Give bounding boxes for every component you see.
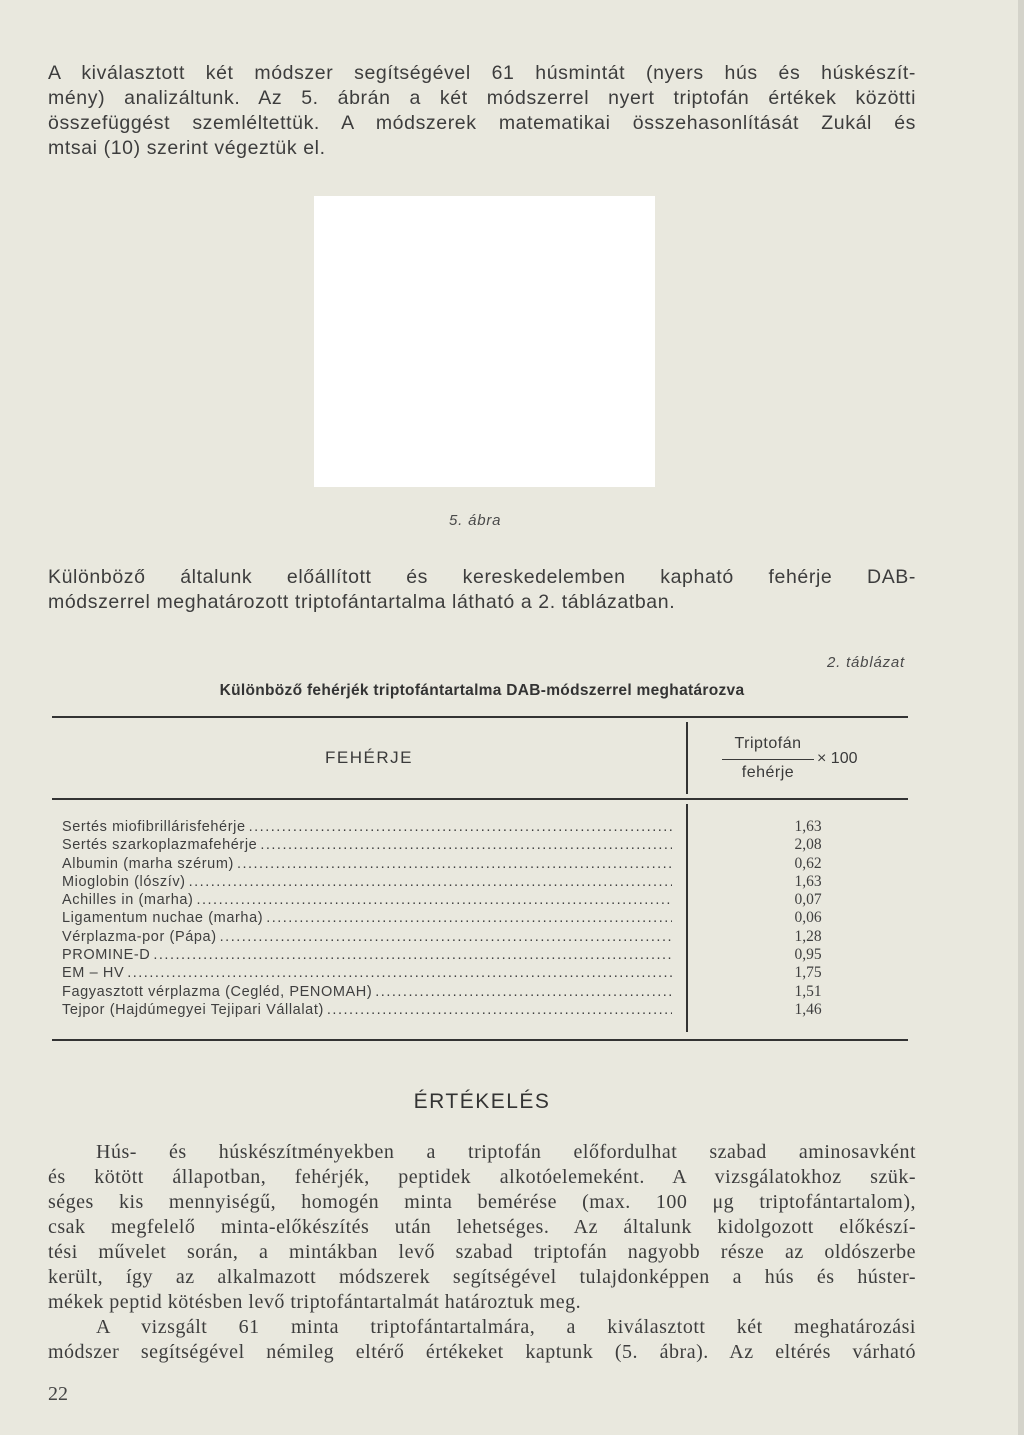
section-heading: ÉRTÉKELÉS xyxy=(413,1090,551,1113)
table-row xyxy=(62,855,672,873)
ratio-value: 0,07 xyxy=(794,891,822,909)
table-rows xyxy=(62,818,672,1019)
fraction-bar xyxy=(722,759,814,760)
table-intro-paragraph xyxy=(48,565,916,615)
page-number: 22 xyxy=(48,1383,68,1405)
column-header-ratio xyxy=(718,735,818,782)
ratio-multiplier: × 100 xyxy=(817,750,858,767)
protein-name: Fagyasztott vérplazma (Cegléd, PENOMAH) xyxy=(62,983,373,1000)
table-row xyxy=(62,983,672,1001)
ratio-value: 0,95 xyxy=(794,946,822,964)
ratio-value: 0,62 xyxy=(794,854,822,872)
ratio-value: 0,06 xyxy=(794,909,822,927)
table-bottom-rule xyxy=(52,1039,908,1041)
figure-caption: 5. ábra xyxy=(449,512,502,529)
text-line: módszer segítségével némileg eltérő értékeket kaptunk (5. ábra). Az eltérés várható xyxy=(48,1341,916,1363)
protein-name: Mioglobin (lószív) xyxy=(62,873,186,890)
protein-name: Tejpor (Hajdúmegyei Tejipari Vállalat) xyxy=(62,1001,324,1018)
table-row xyxy=(62,891,672,909)
text-line: tési művelet során, a mintákban levő szabad triptofán nagyobb része az oldószerbe xyxy=(48,1241,916,1263)
ratio-value: 1,63 xyxy=(794,818,822,835)
leader-dots xyxy=(249,818,672,836)
table-row xyxy=(62,1001,672,1019)
leader-dots xyxy=(375,983,672,1001)
table-number-label: 2. táblázat xyxy=(827,654,906,671)
table-row xyxy=(62,946,672,964)
text-line: összefüggést szemléltettük. A módszerek matematikai összehasonlítását Zukál és xyxy=(48,112,916,134)
table-column-divider xyxy=(686,804,688,1032)
protein-name: Achilles in (marha) xyxy=(62,892,194,909)
text-line: mékek peptid kötésben levő triptofántartalmát határoztuk meg. xyxy=(48,1291,582,1313)
protein-name: Vérplazma-por (Pápa) xyxy=(62,928,217,945)
text-line: és kötött állapotban, fehérjék, peptidek alkotóelemeként. A vizsgálatokhoz szük- xyxy=(48,1166,916,1188)
leader-dots xyxy=(260,836,672,854)
page-edge xyxy=(1018,0,1024,1435)
column-header-protein: FEHÉRJE xyxy=(325,748,413,767)
table-row xyxy=(62,909,672,927)
protein-name: Albumin (marha szérum) xyxy=(62,855,234,872)
ratio-value: 1,28 xyxy=(794,927,822,945)
protein-name: Sertés miofibrillárisfehérje xyxy=(62,819,246,835)
leader-dots xyxy=(196,891,672,909)
table-row xyxy=(62,836,672,854)
leader-dots xyxy=(266,909,672,927)
leader-dots xyxy=(220,928,672,946)
intro-paragraph xyxy=(48,61,916,161)
figure-5-image xyxy=(314,196,655,487)
table-row xyxy=(62,964,672,982)
ratio-value: 1,63 xyxy=(794,872,822,890)
table-title: Különböző fehérjék triptofántartalma DAB-módszerrel meghatározva xyxy=(219,682,745,699)
protein-name: Ligamentum nuchae (marha) xyxy=(62,910,264,927)
leader-dots xyxy=(153,946,672,964)
protein-name: Sertés szarkoplazmafehérje xyxy=(62,837,258,854)
ratio-value: 2,08 xyxy=(794,836,822,854)
ratio-value: 1,46 xyxy=(794,1000,822,1018)
table-row xyxy=(62,818,672,836)
ratio-value: 1,51 xyxy=(794,982,822,1000)
text-line: mtsai (10) szerint végeztük el. xyxy=(48,137,326,159)
text-line: séges kis mennyiségű, homogén minta bemérése (max. 100 μg triptofántartalom), xyxy=(48,1191,916,1213)
table-row xyxy=(62,928,672,946)
leader-dots xyxy=(127,964,672,982)
table-row xyxy=(62,873,672,891)
text-line: mény) analizáltunk. Az 5. ábrán a két módszerrel nyert triptofán értékek közötti xyxy=(48,87,916,109)
leader-dots xyxy=(327,1001,672,1019)
leader-dots xyxy=(189,873,672,891)
text-line: Különböző általunk előállított és kereskedelemben kapható fehérje DAB- xyxy=(48,566,916,588)
text-line: került, így az alkalmazott módszerek segítségével tulajdonképpen a hús és húster- xyxy=(48,1266,916,1288)
ratio-value: 1,75 xyxy=(794,964,822,982)
protein-name: PROMINE-D xyxy=(62,947,151,964)
ratio-denominator: fehérje xyxy=(741,764,795,781)
ratio-numerator: Triptofán xyxy=(734,735,802,752)
table-header-rule xyxy=(52,798,908,800)
leader-dots xyxy=(237,855,672,873)
table-column-divider xyxy=(686,722,688,794)
text-line: Hús- és húskészítményekben a triptofán előfordulhat szabad aminosavként xyxy=(96,1141,916,1163)
text-line: módszerrel meghatározott triptofántartalma látható a 2. táblázatban. xyxy=(48,591,676,613)
text-line: A vizsgált 61 minta triptofántartalmára, a kiválasztott két meghatározási xyxy=(96,1316,916,1338)
table-top-rule xyxy=(52,716,908,718)
evaluation-paragraph xyxy=(48,1140,916,1365)
table-values xyxy=(760,818,856,1019)
protein-name: EM – HV xyxy=(62,965,125,982)
text-line: csak megfelelő minta-előkészítés után lehetséges. Az általunk kidolgozott előkészí- xyxy=(48,1216,916,1238)
text-line: A kiválasztott két módszer segítségével 61 húsmintát (nyers hús és húskészít- xyxy=(48,62,916,84)
